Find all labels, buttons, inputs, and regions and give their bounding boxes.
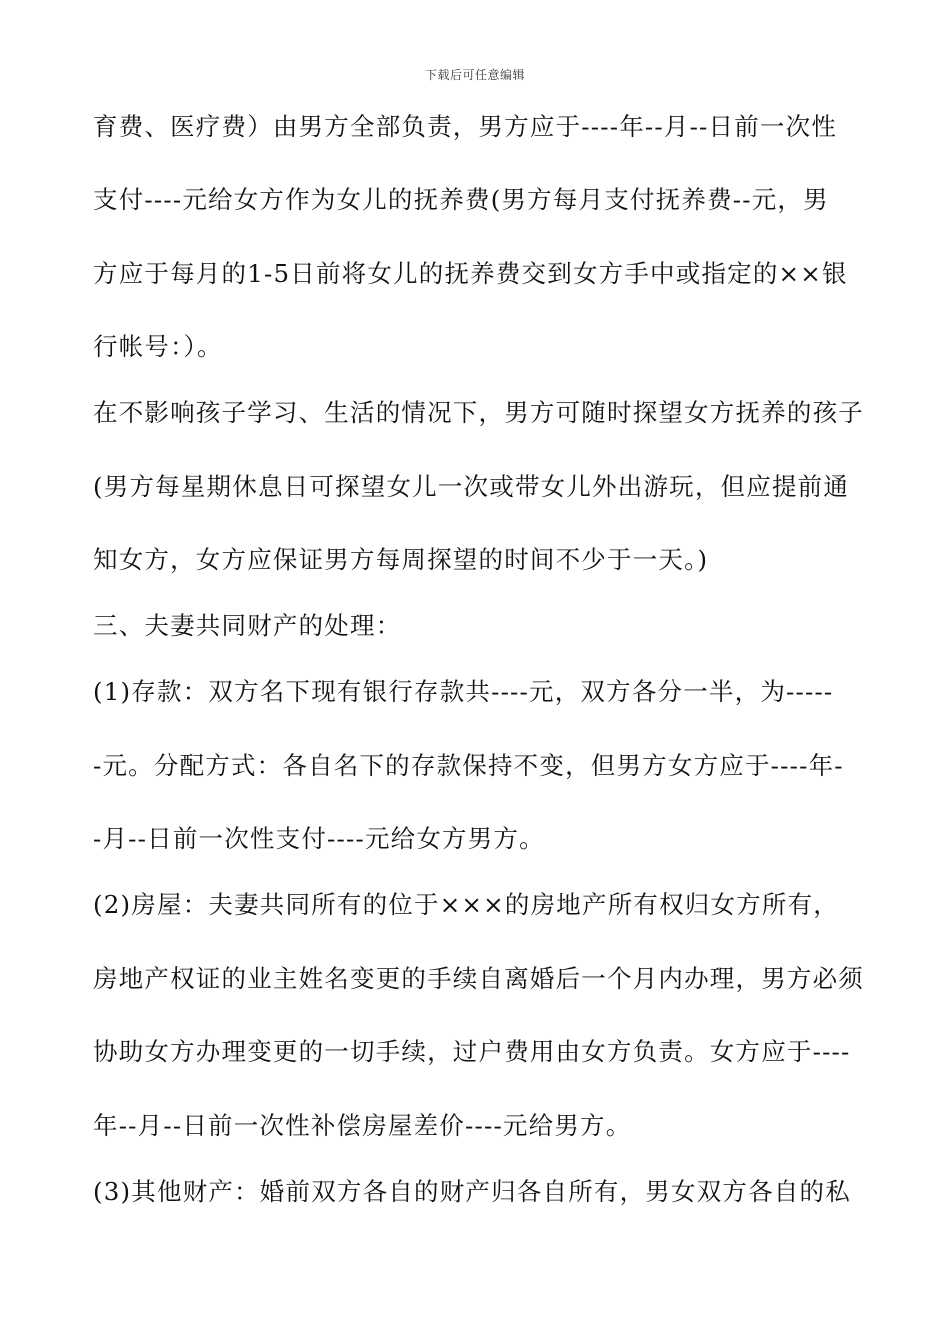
page-header: 下载后可任意编辑 — [424, 68, 525, 82]
text-line: -月--日前一次性支付----元给女方男方。 — [93, 824, 545, 853]
text-line: (2)房屋：夫妻共同所有的位于×××的房地产所有权归女方所有， — [93, 890, 839, 919]
text-line: (3)其他财产：婚前双方各自的财产归各自所有，男女双方各自的私 — [93, 1177, 851, 1206]
text-line: -元。分配方式：各自名下的存款保持不变，但男方女方应于----年- — [93, 751, 844, 780]
text-line: 房地产权证的业主姓名变更的手续自离婚后一个月内办理，男方必须 — [93, 964, 864, 993]
text-line: 支付----元给女方作为女儿的抚养费(男方每月支付抚养费--元，男 — [93, 185, 829, 214]
text-line: 知女方，女方应保证男方每周探望的时间不少于一天。) — [93, 545, 709, 574]
text-line: (1)存款：双方名下现有银行存款共----元，双方各分一半，为----- — [93, 677, 834, 706]
text-line: 年--月--日前一次性补偿房屋差价----元给男方。 — [93, 1111, 632, 1140]
text-line: 在不影响孩子学习、生活的情况下，男方可随时探望女方抚养的孩子 — [93, 398, 864, 427]
text-line: 育费、医疗费）由男方全部负责，男方应于----年--月--日前一次性 — [93, 112, 838, 141]
text-line: (男方每星期休息日可探望女儿一次或带女儿外出游玩，但应提前通 — [93, 472, 850, 501]
text-line: 协助女方办理变更的一切手续，过户费用由女方负责。女方应于---- — [93, 1037, 851, 1066]
text-line: 方应于每月的1-5日前将女儿的抚养费交到女方手中或指定的××银 — [93, 259, 848, 288]
section-heading: 三、夫妻共同财产的处理： — [93, 611, 402, 640]
text-line: 行帐号：）。 — [93, 332, 223, 361]
